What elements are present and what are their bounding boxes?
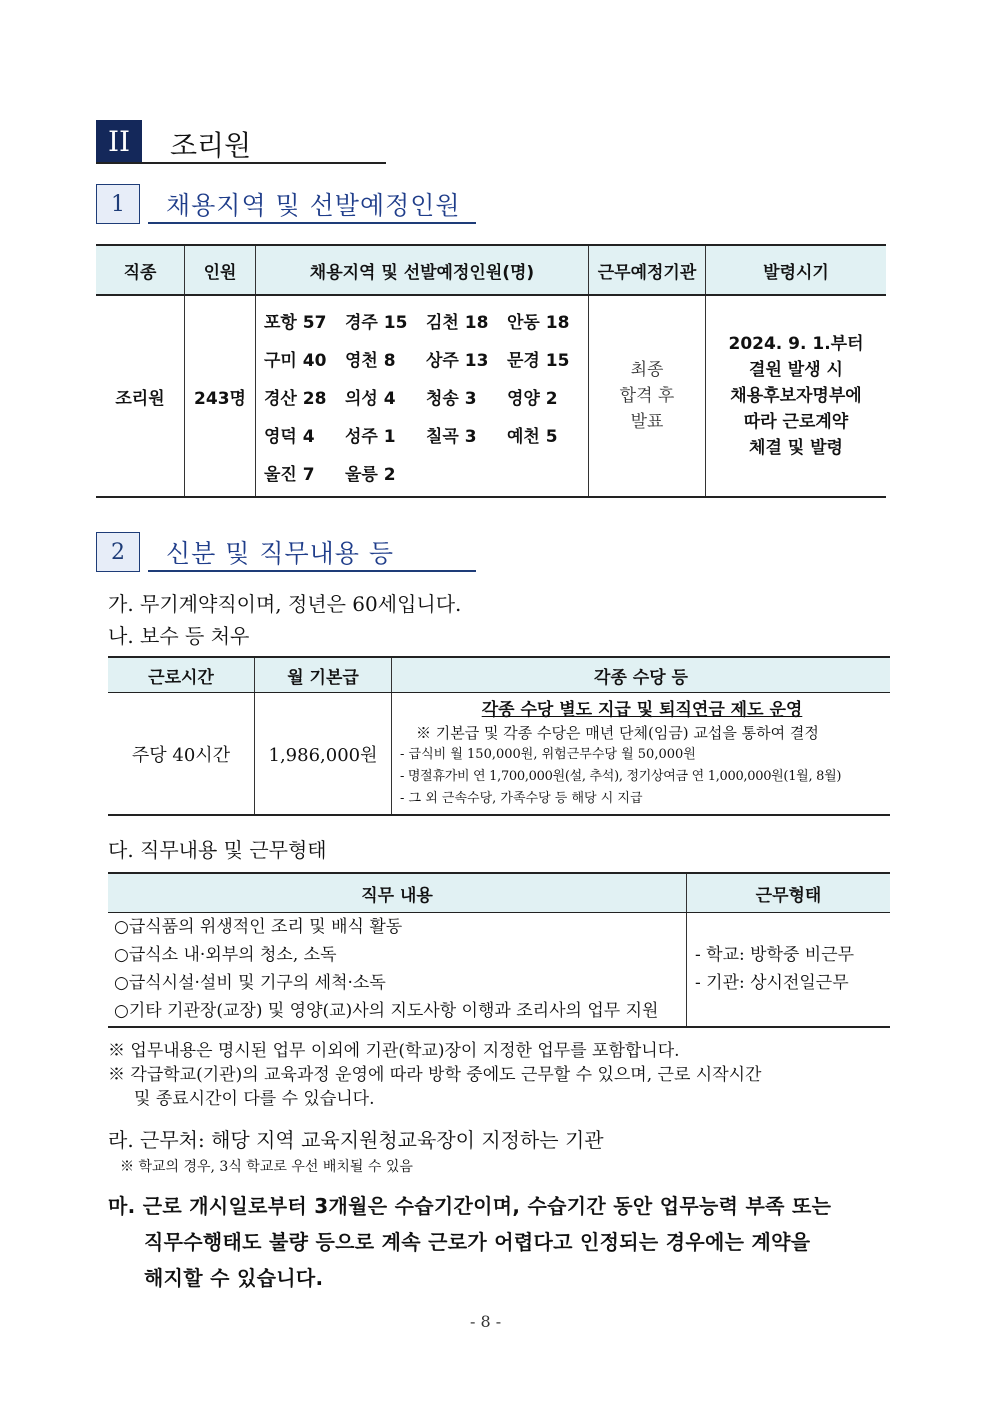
duty-table (108, 872, 890, 1028)
institution-line: 합격 후 (619, 386, 675, 406)
subsection-1-number: 1 (96, 184, 140, 224)
appointment-cell (706, 295, 887, 497)
region-entry: 문경 15 (507, 350, 570, 371)
page-number: - 8 - (470, 1312, 502, 1331)
duty-item: ○기타 기관장(교장) 및 영양(교)사의 지도사항 이행과 조리사의 업무 지원 (114, 1001, 659, 1022)
base-salary: 1,986,000원 (255, 693, 392, 816)
header-appointment: 발령시기 (706, 245, 887, 295)
allowance-cell (392, 693, 891, 816)
duty-item: ○급식소 내·외부의 청소, 소독 (114, 945, 337, 966)
institution-line: 발표 (630, 412, 664, 432)
region-row (264, 301, 588, 339)
appointment-line: 따라 근로계약 (743, 412, 849, 432)
allowance-title: 각종 수당 별도 지급 및 퇴직연금 제도 운영 (481, 700, 803, 720)
region-entry: 상주 13 (426, 350, 489, 371)
header-hours: 근로시간 (108, 657, 255, 693)
work-type-item: - 기관: 상시전일근무 (695, 973, 849, 994)
para-ma-line-3: 해지할 수 있습니다. (144, 1266, 324, 1290)
note-2: ※ 각급학교(기관)의 교육과정 운영에 따라 방학 중에도 근무할 수 있으며, 근로 시작시간 (108, 1065, 762, 1085)
subsection-1-underline (148, 222, 476, 224)
para-na: 나. 보수 등 처우 (108, 624, 250, 648)
subsection-2-title: 신분 및 직무내용 등 (166, 539, 395, 568)
subsection-1-title: 채용지역 및 선발예정인원 (166, 191, 461, 220)
region-entry: 성주 1 (345, 426, 396, 447)
para-da: 다. 직무내용 및 근무형태 (108, 838, 327, 862)
header-regions: 채용지역 및 선발예정인원(명) (256, 245, 589, 295)
para-ma-line-1: 마. 근로 개시일로부터 3개월은 수습기간이며, 수습기간 동안 업무능력 부족 또는 (108, 1194, 832, 1218)
pay-table (108, 656, 890, 816)
region-entry: 칠곡 3 (426, 426, 477, 447)
allowance-item: - 급식비 월 150,000원, 위험근무수당 월 50,000원 (400, 747, 696, 762)
headcount: 243명 (185, 295, 256, 497)
duty-item: ○급식품의 위생적인 조리 및 배식 활동 (114, 917, 403, 938)
allowance-item: - 명절휴가비 연 1,700,000원(설, 추석), 정기상여금 연 1,000,000원(1월, 8월) (400, 769, 842, 784)
header-duty: 직무 내용 (108, 873, 687, 913)
region-entry: 포항 57 (264, 312, 327, 333)
note-1: ※ 업무내용은 명시된 업무 이외에 기관(학교)장이 지정한 업무를 포함합니다. (108, 1041, 680, 1061)
region-entry: 경산 28 (264, 388, 327, 409)
allowance-note: ※ 기본급 및 각종 수당은 매년 단체(임금) 교섭을 통하여 결정 (416, 724, 819, 742)
region-row (264, 453, 588, 491)
job-name: 조리원 (96, 295, 185, 497)
region-entry: 울진 7 (264, 464, 315, 485)
regions-cell (256, 295, 589, 497)
region-entry: 울릉 2 (345, 464, 396, 485)
header-count: 인원 (185, 245, 256, 295)
header-institution: 근무예정기관 (589, 245, 706, 295)
region-entry: 김천 18 (426, 312, 489, 333)
region-entry: 영덕 4 (264, 426, 315, 447)
work-type-cell (687, 913, 891, 1027)
region-row (264, 415, 588, 453)
region-row (264, 339, 588, 377)
region-entry: 예천 5 (507, 426, 558, 447)
recruitment-table (96, 244, 886, 498)
region-entry: 안동 18 (507, 312, 570, 333)
note-2-cont: 및 종료시간이 다를 수 있습니다. (134, 1089, 375, 1109)
note-ra: ※ 학교의 경우, 3식 학교로 우선 배치될 수 있음 (120, 1159, 413, 1175)
section-title: 조리원 (170, 129, 252, 162)
appointment-line: 결원 발생 시 (749, 360, 843, 380)
para-ra: 라. 근무처: 해당 지역 교육지원청교육장이 지정하는 기관 (108, 1128, 604, 1152)
work-hours: 주당 40시간 (108, 693, 255, 816)
duty-item: ○급식시설·설비 및 기구의 세척·소독 (114, 973, 386, 994)
subsection-2-number: 2 (96, 532, 140, 572)
para-ga: 가. 무기계약직이며, 정년은 60세입니다. (108, 592, 462, 616)
allowance-item: - 그 외 근속수당, 가족수당 등 해당 시 지급 (400, 791, 643, 806)
subsection-2-underline (148, 570, 476, 572)
section-underline (96, 162, 386, 164)
institution-line: 최종 (630, 360, 664, 380)
appointment-line: 2024. 9. 1.부터 (728, 334, 864, 354)
duty-cell (108, 913, 687, 1027)
region-entry: 경주 15 (345, 312, 408, 333)
institution-cell (589, 295, 706, 497)
appointment-line: 체결 및 발령 (749, 438, 843, 458)
region-entry: 구미 40 (264, 350, 327, 371)
header-allowance: 각종 수당 등 (392, 657, 891, 693)
section-number: II (96, 120, 142, 162)
region-row (264, 377, 588, 415)
header-job: 직종 (96, 245, 185, 295)
header-salary: 월 기본급 (255, 657, 392, 693)
region-entry: 의성 4 (345, 388, 396, 409)
para-ma-line-2: 직무수행태도 불량 등으로 계속 근로가 어렵다고 인정되는 경우에는 계약을 (144, 1230, 811, 1254)
region-entry: 영천 8 (345, 350, 396, 371)
region-entry: 영양 2 (507, 388, 558, 409)
header-work-type: 근무형태 (687, 873, 891, 913)
work-type-item: - 학교: 방학중 비근무 (695, 945, 855, 966)
region-entry: 청송 3 (426, 388, 477, 409)
appointment-line: 채용후보자명부에 (730, 386, 862, 406)
